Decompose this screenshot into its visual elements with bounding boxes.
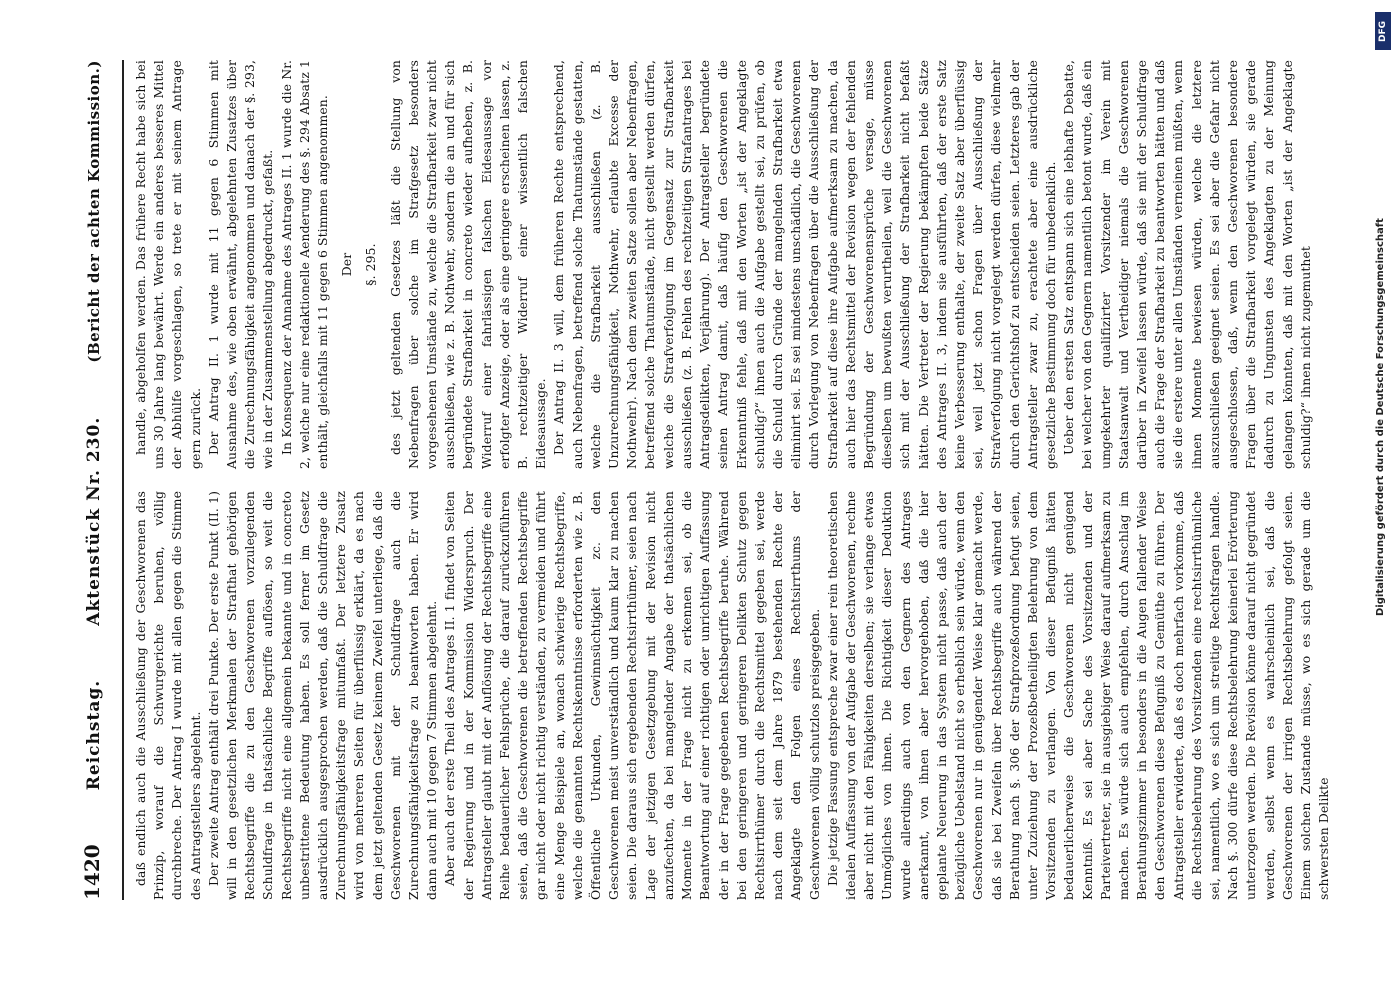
paragraph: daß endlich auch die Ausschließung der Geschworenen das Prinzip, worauf die Schwurgerichte beruhen, völlig durchbreche. Der Antrag I wurde mit allen gegen die Stimme des Antragstellers abgelehnt. [133, 491, 203, 900]
paragraph: §. 295. [363, 243, 379, 286]
header-right-title: (Bericht der achten Kommission.) [85, 60, 103, 363]
rotated-page-content [80, 40, 1330, 920]
paragraph: handle, abgeholfen werden. Das frühere Recht habe sich bei uns 30 Jahre lang bewährt. Werde ein anderes besseres Mittel der Abhülfe vorgeschlagen, so trete er mit seinem Antrage gern zurück. [133, 60, 203, 469]
paragraph: Der zweite Antrag enthält drei Punkte. Der erste Punkt (II. 1) will in den gesetzlichen Merkmalen der Strafthat gehörigen Rechtsbegriffe die zu den Geschworenen vorzulegenden Schuldfrage in thatsächliche Begriffe auflösen, so weit die Rechtsbegriffe nicht eine allgemein bekannte und in concreto unbestrittene Bedeutung haben. Es soll ferner im Gesetz ausdrücklich ausgesprochen werden, daß die Schuldfrage die Zurechnungsfähigkeitsfrage mitumfaßt. Der letztere Zusatz wird von mehreren Seiten für überflüssig erklärt, da es nach dem jetzt geltenden Gesetz keinem Zweifel unterliege, daß die Geschworenen mit der Schuldfrage auch die Zurechnungsfähigkeitsfrage zu beantworten haben. Er wird dann auch mit 10 gegen 7 Stimmen abgelehnt. [205, 491, 440, 900]
paragraph: Der Antrag II. 3 will, dem früheren Rechte entsprechend, auch Nebenfragen, betreffend solche Thatumstände gestatten, welche die Strafbarkeit ausschließen (z. B. Unzurechnungsfähigkeit, Nothwehr, erlaubte Excesse der Nothwehr). Nach dem zweiten Satze sollen aber Nebenfragen, betreffend solche Thatumstände, nicht gestellt werden dürfen, welche die Strafverfolgung im Gegensatz zur Strafbarkeit ausschließen (z. B. Fehlen des rechtzeitigen Strafantrages bei Antragsdelikten, Verjährung). Der Antragsteller begründete seinen Antrag damit, daß häufig den Geschworenen die Erkenntniß fehle, daß mit den Worten „ist der Angeklagte schuldig?“ ihnen auch die Aufgabe gestellt sei, zu prüfen, ob die Schuld durch Gründe der mangelnden Strafbarkeit etwa eliminirt sei. Es sei mindestens unschädlich, die Geschworenen durch Vorlegung von Nebenfragen über die Ausschließung der Strafbarkeit auf diese ihre Aufgabe aufmerksam zu machen, da auch hier das Rechtsmittel der Revision wegen der fehlenden Begründung der Geschworenensprüche versage, müsse dieselben um bewußten verurtheilen, weil die Geschworenen sich mit der Ausschließung der Strafbarkeit nicht befaßt hätten. Die Vertreter der Regierung bekämpften beide Sätze des Antrages II. 3, indem sie ausführten, daß der erste Satz keine Verbesserung enthalte, der zweite Satz aber überflüssig sei, weil jetzt schon Fragen über Ausschließung der Strafverfolgung nicht vorgelegt werden dürfen, diese vielmehr durch den Gerichtshof zu entscheiden seien. Letzteres gab der Antragsteller zwar zu, erachtete aber eine ausdrückliche gesetzliche Bestimmung doch für unbedenklich. [551, 60, 1058, 469]
paragraph: Aber auch der erste Theil des Antrages II. 1 findet von Seiten der Regierung und in der Kommission Widerspruch. Der Antragsteller glaubt mit der Auflösung der Rechtsbegriffe eine Reihe bedauerlicher Fehlsprüche, die darauf zurückzuführen seien, daß die Geschworenen die betreffenden Rechtsbegriffe gar nicht oder nicht richtig verständen, zu vermeiden und führt eine Menge Beispiele an, wonach schwierige Rechtsbegriffe, welche die genannten Rechtskenntnisse erforderten wie z. B. Öffentliche Urkunden, Gewinnsüchtigkeit zc. den Geschworenen meist unverständlich und kaum klar zu machen seien. Die daraus sich ergebenden Rechtsirrthümer, seien nach Lage der jetzigen Gesetzgebung mit der Revision nicht anzufechten, da bei mangelnder Angabe der thatsächlichen Momente in der Frage nicht zu erkennen sei, ob die Beantwortung auf einer richtigen oder unrichtigen Auffassung der in der Frage gegebenen Rechtsbegriffe beruhe. Während bei den geringeren und geringeren Delikten Schutz gegen Rechtsirrthümer durch die Rechtsmittel gegeben sei, werde nach dem seit dem Jahre 1879 bestehenden Rechte der Angeklagte den Folgen eines Rechtsirrthums der Geschworenen völlig schutzlos preisgegeben. [442, 491, 822, 900]
paragraph: des jetzt geltenden Gesetzes läßt die Stellung von Nebenfragen über solche im Strafgesetz besonders vorgesehenen Umstände zu, welche die Strafbarkeit zwar nicht ausschließen, wie z. B. Nothwehr, sondern die an und für sich begründete Strafbarkeit in concreto wieder aufheben, z. B. Widerruf einer fahrlässigen falschen Eidesaussage vor erfolgter Anzeige, oder als eine geringere erscheinen lassen, z. B. rechtzeitiger Widerruf einer wissentlich falschen Eidesaussage. [387, 60, 549, 469]
header-mid-title: Aktenstück Nr. 230. [84, 416, 104, 626]
text-column-right [132, 60, 1330, 469]
dfg-sidebar [1373, 6, 1395, 996]
page-header [80, 60, 120, 900]
header-rule [122, 60, 124, 900]
paragraph: Der [339, 252, 355, 277]
paragraph: In Konsequenz der Annahme des Antrages II. 1 wurde die Nr. 2, welche nur eine redaktionelle Aenderung des §. 294 Absatz 1 enthält, gleichfalls mit 11 gegen 6 Stimmen angenommen. [278, 60, 331, 469]
text-column-left [132, 491, 1330, 900]
document-page [80, 40, 1397, 960]
dfg-logo-icon: DFG [1375, 12, 1391, 50]
paragraph: Der Antrag II. 1 wurde mit 11 gegen 6 Stimmen mit Ausnahme des, wie oben erwähnt, abgelehnten Zusatzes über die Zurechnungsfähigkeit angenommen und danach der §. 293, wie in der Zusammenstellung abgedruckt, gefaßt. [205, 60, 276, 469]
paragraph: Ueber den ersten Satz entspann sich eine lebhafte Debatte, bei welcher von den Gegnern namentlich betont wurde, daß ein umgekehrter qualifizirter Vorsitzender im Verein mit Staatsanwalt und Vertheidiger niemals die Geschworenen darüber in Zweifel lassen würde, daß sie mit der Schuldfrage auch die Frage der Strafbarkeit zu beantworten hätten und daß sie die erstere unter allen Umständen verneinen müßten, wenn ihnen Momente bewiesen würden, welche die letztere auszuschließen geeignet seien. Es sei aber die Gefahr nicht ausgeschlossen, daß, wenn den Geschworenen besondere Fragen über die Strafbarkeit vorgelegt würden, sie gerade dadurch zu Ungunsten des Angeklagten zu der Meinung gelangen könnten, daß mit den Worten „ist der Angeklagte schuldig?“ ihnen nicht zugemuthet [1061, 60, 1313, 469]
page-number: 1420 [80, 844, 104, 900]
funding-note: Digitalisierung gefördert durch die Deutsche Forschungsgemeinschaft [1375, 218, 1386, 616]
text-columns [132, 60, 1330, 900]
header-left-title: Reichstag. [84, 679, 104, 791]
paragraph: Die jetzige Fassung entspreche zwar einer rein theoretischen idealen Auffassung von der Aufgabe der Geschworenen, rechne aber nicht mit den Fähigkeiten derselben; sie verlange etwas Unmögliches von ihnen. Die Richtigkeit dieser Deduktion wurde allerdings auch von den Gegnern des Antrages anerkannt, von ihnen aber hervorgehoben, daß die hier geplante Neuerung in das System nicht passe, daß auch der bezügliche Uebelstand nicht so erheblich sein würde, wenn den Geschworenen nur in genügender Weise klar gemacht werde, daß sie bei Zweifeln über Rechtsbegriffe auch während der Berathung nach §. 306 der Strafprozeßordnung befugt seien, unter Zuziehung der Prozeßbetheiligten Belehrung von dem Vorsitzenden zu verlangen. Von dieser Befugniß hätten bedauerlicherweise die Geschworenen nicht genügend Kenntniß. Es sei aber Sache des Vorsitzenden und der Parteivertreter, sie in ausgiebiger Weise darauf aufmerksam zu machen. Es würde sich auch empfehlen, durch Anschlag im Berathungszimmer in besonders in die Augen fallender Weise den Geschworenen diese Befugniß zu Gemüthe zu führen. Der Antragsteller erwiderte, daß es doch mehrfach vorkomme, daß die Rechtsbelehrung des Vorsitzenden eine rechtsirrthümliche sei, namentlich, wo es sich um streitige Rechtsfragen handle. Nach §. 300 dürfe diese Rechtsbelehrung keinerlei Erörterung unterzogen werden. Die Revision könne darauf nicht gegründet werden, selbst wenn es wahrscheinlich sei, daß die Geschworenen der irrigen Rechtsbelehrung gefolgt seien. Einem solchen Zustande müsse, wo es sich gerade um die schwersten Delikte [824, 491, 1332, 900]
